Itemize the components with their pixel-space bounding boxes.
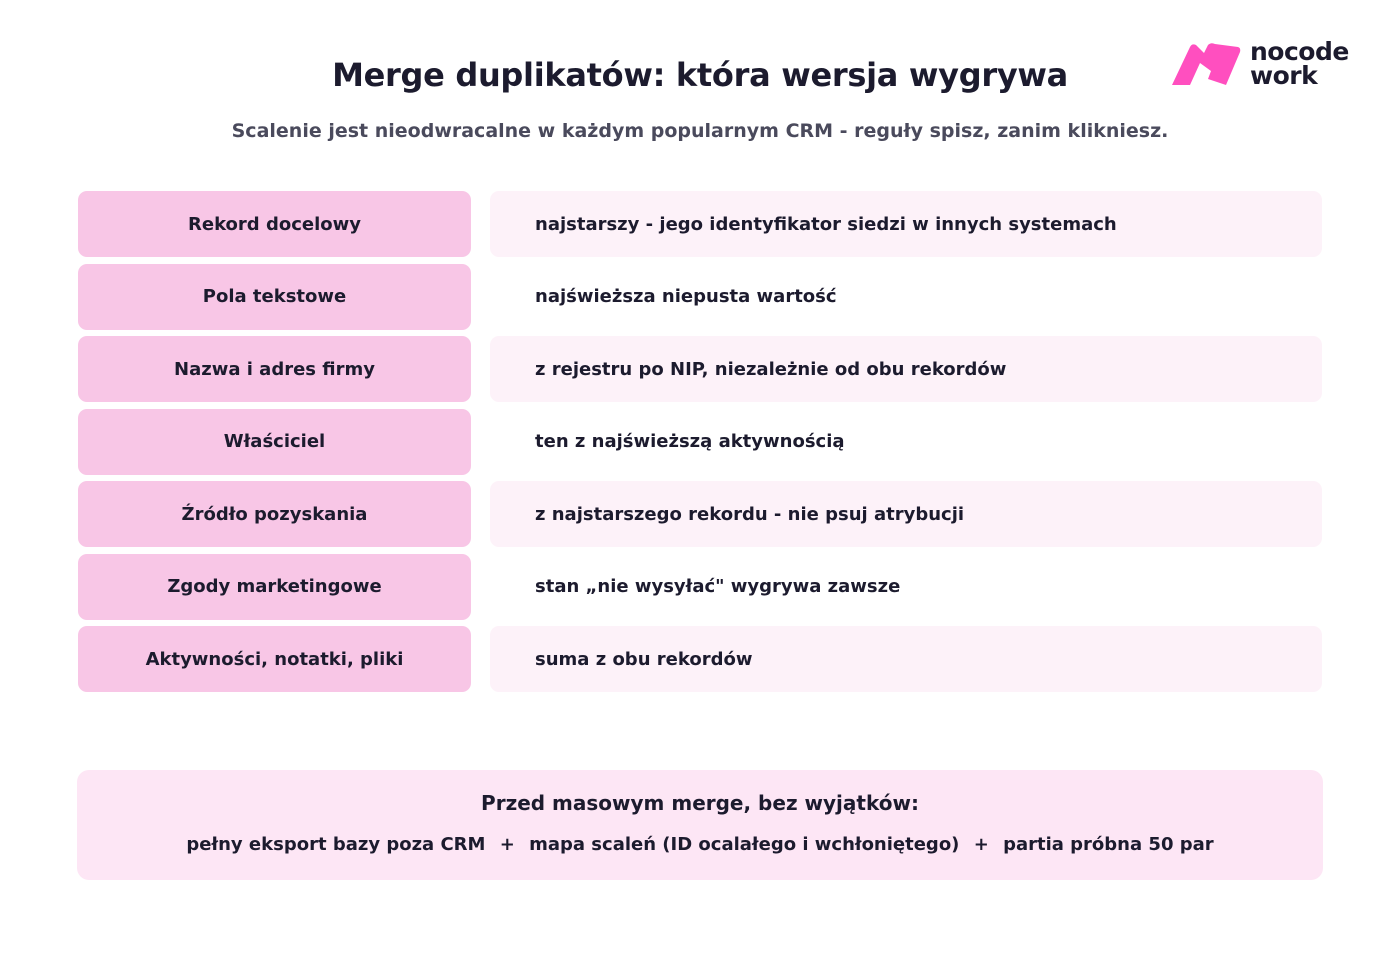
rule-value: stan „nie wysyłać" wygrywa zawsze: [490, 554, 1322, 620]
rule-label: Pola tekstowe: [78, 264, 471, 330]
rule-row: [78, 191, 1322, 257]
rule-value: z najstarszego rekordu - nie psuj atrybucji: [490, 481, 1322, 547]
rule-row: [78, 626, 1322, 692]
merge-rules-table: [78, 191, 1322, 699]
logo-wordmark: [1250, 37, 1349, 90]
rule-value: ten z najświeższą aktywnością: [490, 409, 1322, 475]
rule-label: Nazwa i adres firmy: [78, 336, 471, 402]
rule-row: [78, 336, 1322, 402]
nocode-logo-mark-icon: [1170, 43, 1242, 87]
brand-logo: [1170, 37, 1360, 90]
rule-value: z rejestru po NIP, niezależnie od obu rekordów: [490, 336, 1322, 402]
checklist-item: pełny eksport bazy poza CRM: [186, 834, 486, 855]
rule-label: Rekord docelowy: [78, 191, 471, 257]
rule-label: Właściciel: [78, 409, 471, 475]
logo-text-line2: work: [1250, 61, 1318, 90]
checklist-item: mapa scaleń (ID ocalałego i wchłoniętego): [529, 834, 960, 855]
rule-row: [78, 409, 1322, 475]
plus-separator: +: [973, 834, 989, 855]
checklist-heading: Przed masowym merge, bez wyjątków:: [481, 791, 919, 815]
rule-row: [78, 554, 1322, 620]
rule-label: Aktywności, notatki, pliki: [78, 626, 471, 692]
rule-label: Źródło pozyskania: [78, 481, 471, 547]
checklist-items: [77, 834, 1323, 855]
page-title: Merge duplikatów: która wersja wygrywa: [332, 56, 1068, 94]
rule-row: [78, 264, 1322, 330]
plus-separator: +: [499, 834, 515, 855]
pre-merge-checklist: [77, 770, 1323, 880]
logo-text-line1: nocode: [1250, 37, 1349, 66]
rule-value: najstarszy - jego identyfikator siedzi w innych systemach: [490, 191, 1322, 257]
rule-label: Zgody marketingowe: [78, 554, 471, 620]
rule-value: najświeższa niepusta wartość: [490, 264, 1322, 330]
rule-value: suma z obu rekordów: [490, 626, 1322, 692]
rule-row: [78, 481, 1322, 547]
checklist-item: partia próbna 50 par: [1003, 834, 1214, 855]
page-subtitle: Scalenie jest nieodwracalne w każdym popularnym CRM - reguły spisz, zanim klikniesz.: [231, 120, 1169, 142]
